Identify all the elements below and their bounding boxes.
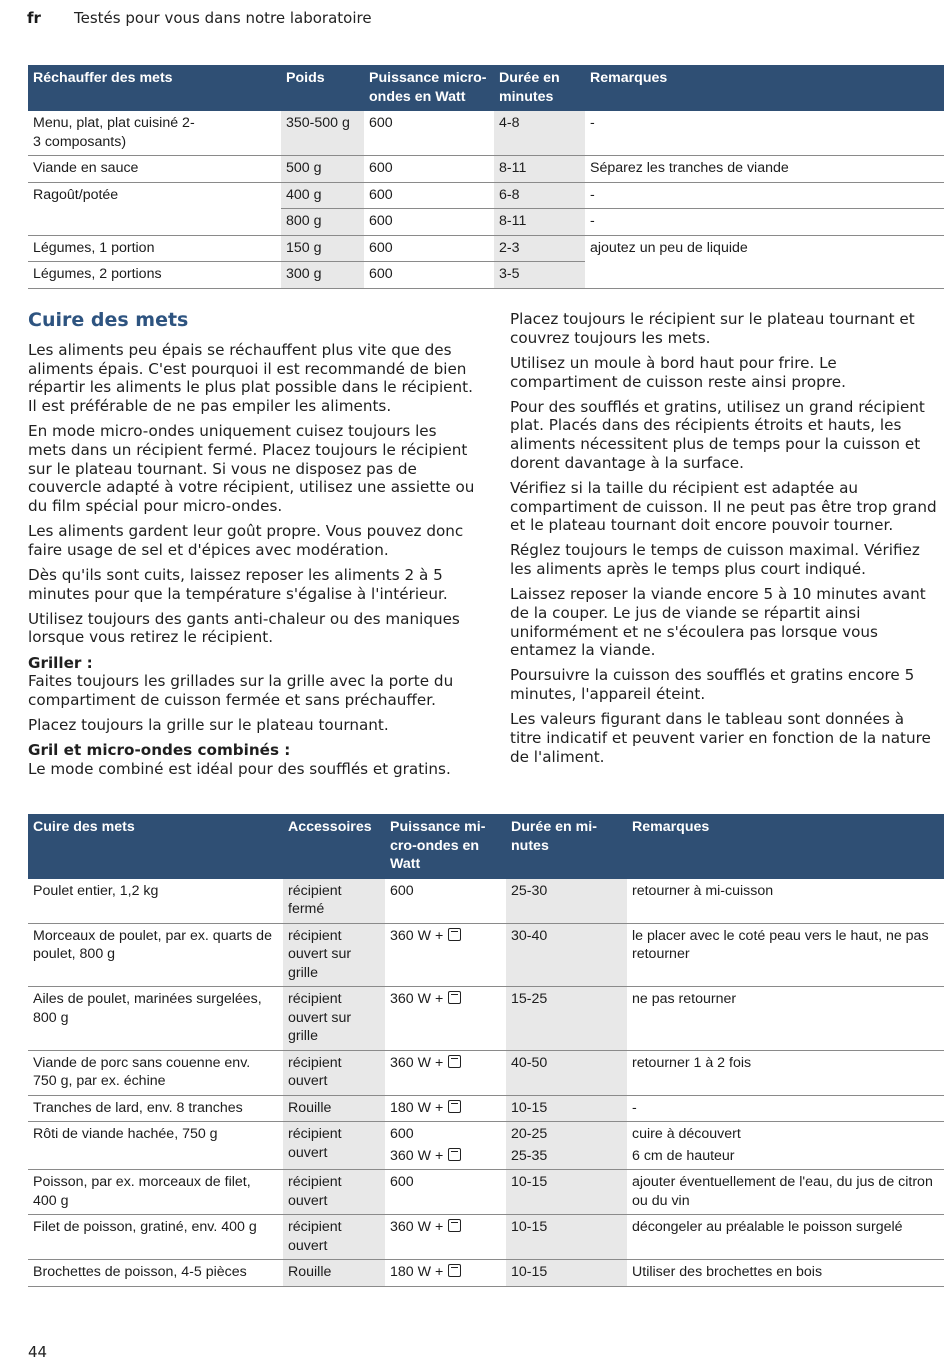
table-cell: 400 g	[281, 182, 364, 209]
cell-text: 10-15	[511, 1219, 548, 1235]
table-row	[28, 262, 944, 289]
cell-text: ne pas retourner	[632, 991, 737, 1007]
table-cell: -	[585, 111, 944, 156]
power-line	[390, 1100, 461, 1116]
grill-icon	[448, 1219, 461, 1232]
cell-text: 180 W +	[390, 1099, 444, 1116]
table-cell	[283, 987, 385, 1051]
table-cell	[385, 987, 506, 1051]
cell-text: récipient ouvert sur grille	[288, 927, 352, 981]
table-cell: 8-11	[494, 156, 585, 183]
table-cell: 150 g	[281, 235, 364, 262]
table-header-row	[28, 65, 944, 111]
table-cell: -	[585, 209, 944, 236]
cell-text: 10-15	[511, 1264, 548, 1280]
page-number: 44	[28, 1343, 48, 1361]
table-cell	[28, 1122, 283, 1170]
table-cell	[385, 1215, 506, 1260]
table-cell: Viande en sauce	[28, 156, 281, 183]
table-cell	[506, 1170, 627, 1215]
table-row	[28, 923, 944, 987]
combo-subheading: Gril et micro-ondes combinés :	[28, 741, 291, 760]
table-cell	[627, 1095, 944, 1122]
table-cell: 600	[364, 235, 494, 262]
page-header-title: Testés pour vous dans notre laboratoire	[74, 9, 372, 27]
grill-icon	[448, 1055, 461, 1068]
table-cell	[28, 209, 281, 236]
table-cell: Ragoût/potée	[33, 186, 119, 203]
cell-text: cuire à découvert	[632, 1126, 741, 1142]
paragraph: Vérifiez si la taille du récipient est adaptée au compartiment de cuisson. Il ne peut pas être trop grand et le plateau tournant doit encore pouvoir tourner.	[510, 478, 937, 535]
power-line	[390, 883, 414, 899]
grill-icon	[448, 991, 461, 1004]
table-cell: 600	[364, 209, 494, 236]
power-line	[390, 928, 461, 944]
table-cell	[627, 1170, 944, 1215]
paragraph: Pour des soufflés et gratins, utilisez un grand récipient plat. Placés dans des récipients étroits et hauts, les aliments nécessitent plus de temps pour la cuisson et dorent davantage à la surface.	[510, 397, 925, 472]
paragraph: En mode micro-ondes uniquement cuisez toujours les mets dans un récipient fermé. Placez toujours le récipient sur le plateau tournant. Si vous ne disposez pas de couvercle adapté à votre récipient, utilisez une assiette ou du film spécial pour micro-ondes.	[28, 422, 475, 516]
table-cell	[28, 923, 283, 987]
power-line	[390, 1219, 461, 1235]
cell-text: 10-15	[511, 1099, 548, 1116]
table-cell: 300 g	[281, 262, 364, 289]
paragraph: Faites toujours les grillades sur la grille avec la porte du compartiment de cuisson fermée et sans préchauffer.	[28, 672, 454, 709]
table-row	[28, 1050, 944, 1095]
table-cell	[283, 923, 385, 987]
table-cell: 4-8	[494, 111, 585, 156]
cell-text: 360 W +	[390, 991, 444, 1007]
column-header: Réchauffer des mets	[28, 65, 281, 111]
table-cell	[28, 878, 283, 923]
table-row	[28, 878, 944, 923]
cell-text: 360 W +	[390, 1054, 444, 1071]
table-row	[28, 1170, 944, 1215]
column-header: Puissance mi-cro-ondes en Watt	[385, 814, 506, 878]
paragraph: Laissez reposer la viande encore 5 à 10 minutes avant de la couper. Le jus de viande se répartit ainsi uniformément et ne s'écoulera pas lorsque vous entamez la viande.	[510, 585, 926, 660]
cell-text: 360 W +	[390, 1147, 444, 1164]
table-row	[28, 1215, 944, 1260]
cell-text: récipient ouvert sur grille	[288, 991, 352, 1044]
cell-text: Morceaux de poulet, par ex. quarts de poulet, 800 g	[33, 927, 272, 962]
table-cell	[627, 878, 944, 923]
cell-text: le placer avec le coté peau vers le haut, ne pas retourner	[632, 927, 929, 962]
cell-text: 6 cm de hauteur	[632, 1147, 735, 1164]
table-cell: 800 g	[281, 209, 364, 236]
paragraph: Utilisez toujours des gants anti-chaleur ou des maniques lorsque vous retirez le récipient.	[28, 609, 460, 647]
table-cell	[506, 1122, 627, 1170]
column-header: Cuire des mets	[28, 814, 283, 878]
paragraph: Les aliments peu épais se réchauffent plus vite que des aliments épais. C'est pourquoi il est recommandé de bien répartir les aliments le plus plat possible dans le récipient. Il est préférable de ne pas empiler les aliments.	[28, 341, 473, 416]
table-cell	[627, 1050, 944, 1095]
power-line	[390, 991, 461, 1007]
column-header: Puissance micro-ondes en Watt	[364, 65, 494, 111]
table-cell: 600	[364, 262, 494, 289]
grill-icon	[448, 1100, 461, 1113]
paragraph: Utilisez un moule à bord haut pour frire. Le compartiment de cuisson reste ainsi propre.	[510, 353, 846, 391]
table-cell	[28, 987, 283, 1051]
cell-text: récipient ouvert	[288, 1054, 342, 1089]
text-column-right	[510, 310, 940, 773]
cell-text: 360 W +	[390, 1219, 444, 1235]
table-cell: Légumes, 1 portion	[28, 235, 281, 262]
cell-text: Rôti de viande hachée, 750 g	[33, 1126, 218, 1142]
table-cell	[283, 1122, 385, 1170]
power-line	[390, 1264, 461, 1280]
cell-text: 40-50	[511, 1054, 548, 1071]
table-cell: Séparez les tranches de viande	[585, 156, 944, 183]
cell-text: retourner 1 à 2 fois	[632, 1054, 752, 1071]
cell-text: décongeler au préalable le poisson surgelé	[632, 1219, 903, 1235]
table-cell	[385, 1260, 506, 1287]
table-row	[28, 1260, 944, 1287]
cell-text: 600	[390, 1126, 414, 1142]
cell-text: 15-25	[511, 991, 548, 1007]
paragraph: Placez toujours la grille sur le plateau tournant.	[28, 716, 389, 734]
table-cell	[506, 923, 627, 987]
table-cell	[585, 262, 944, 289]
cell-text: 10-15	[511, 1174, 548, 1190]
cell-text: 25-35	[511, 1147, 548, 1164]
table-cell	[28, 1095, 283, 1122]
cell-text: Rouille	[288, 1264, 332, 1280]
table-cell	[627, 1122, 944, 1170]
table-cell	[385, 1170, 506, 1215]
cell-text: 180 W +	[390, 1264, 444, 1280]
table-cell	[627, 1215, 944, 1260]
table-cell	[506, 1260, 627, 1287]
table-cell	[28, 1260, 283, 1287]
cell-text: Filet de poisson, gratiné, env. 400 g	[33, 1219, 257, 1235]
table-cell: 350-500 g	[281, 111, 364, 156]
paragraph: Dès qu'ils sont cuits, laissez reposer les aliments 2 à 5 minutes pour que la température s'égalise à l'intérieur.	[28, 565, 448, 603]
section-title: Cuire des mets	[28, 309, 189, 331]
table-cell	[283, 1215, 385, 1260]
table-cell: 8-11	[494, 209, 585, 236]
paragraph: Réglez toujours le temps de cuisson maximal. Vérifiez les aliments après le temps plus court indiqué.	[510, 541, 920, 578]
cell-text: 20-25	[511, 1126, 548, 1142]
cell-text: -	[632, 1099, 637, 1116]
cell-text: 360 W +	[390, 927, 444, 944]
table-cell	[283, 1170, 385, 1215]
table-cell: Menu, plat, plat cuisiné 2-3 composants)	[28, 111, 281, 156]
power-line	[390, 1055, 461, 1071]
table-cell	[627, 987, 944, 1051]
cell-text: Poulet entier, 1,2 kg	[33, 882, 159, 899]
table-cell	[283, 1050, 385, 1095]
table-cell: 600	[364, 182, 494, 209]
table-cell	[385, 923, 506, 987]
cell-text: ajouter éventuellement de l'eau, du jus de citron ou du vin	[632, 1174, 933, 1209]
table-row	[28, 1122, 944, 1170]
table-cell	[28, 1215, 283, 1260]
power-line	[390, 1147, 501, 1166]
cell-text: Tranches de lard, env. 8 tranches	[33, 1099, 243, 1116]
column-header: Durée en mi-nutes	[506, 814, 627, 878]
table-row	[28, 1095, 944, 1122]
grill-icon	[448, 1148, 461, 1161]
cell-text: récipient ouvert	[288, 1126, 342, 1161]
table-cell	[506, 1050, 627, 1095]
grill-icon	[448, 1264, 461, 1277]
cell-text: Utiliser des brochettes en bois	[632, 1264, 823, 1280]
cell-text: récipient fermé	[288, 882, 342, 917]
cell-text: récipient ouvert	[288, 1219, 342, 1254]
cell-text: Rouille	[288, 1099, 332, 1116]
column-header: Accessoires	[283, 814, 385, 878]
table-cell: 500 g	[281, 156, 364, 183]
cell-text: Viande de porc sans couenne env. 750 g, par ex. échine	[33, 1054, 251, 1089]
paragraph: Les valeurs figurant dans le tableau sont données à titre indicatif et peuvent varier en fonction de la nature de l'aliment.	[510, 710, 931, 766]
table-cell	[506, 878, 627, 923]
grill-icon	[448, 928, 461, 941]
cell-text: Poisson, par ex. morceaux de filet, 400 g	[33, 1174, 251, 1209]
column-header: Durée en minutes	[494, 65, 585, 111]
table-cell	[283, 878, 385, 923]
paragraph: Le mode combiné est idéal pour des soufflés et gratins.	[28, 759, 451, 778]
paragraph: Placez toujours le récipient sur le plateau tournant et couvrez toujours les mets.	[510, 310, 915, 347]
table-cell	[506, 987, 627, 1051]
cell-text: retourner à mi-cuisson	[632, 882, 774, 899]
cell-text: Brochettes de poisson, 4-5 pièces	[33, 1264, 247, 1280]
cell-text: Ailes de poulet, marinées surgelées, 800 g	[33, 991, 262, 1026]
table-cell: 600	[364, 156, 494, 183]
text-column-left	[28, 309, 478, 785]
cell-text: 30-40	[511, 927, 548, 944]
table-row	[28, 209, 944, 236]
table-cell	[385, 1095, 506, 1122]
table-cell: 2-3	[494, 235, 585, 262]
table-cell: 3-5	[494, 262, 585, 289]
table-row	[28, 111, 944, 156]
cell-text: 25-30	[511, 882, 548, 899]
cell-text: 600	[390, 882, 414, 899]
table-cell	[283, 1095, 385, 1122]
table-cell	[627, 1260, 944, 1287]
table-row	[28, 987, 944, 1051]
table-cell: Légumes, 2 portions	[28, 262, 281, 289]
table-cell: ajoutez un peu de liquide	[590, 239, 748, 256]
table-cell: -	[585, 182, 944, 209]
reheat-table	[28, 65, 944, 289]
table-cell	[506, 1215, 627, 1260]
column-header: Remarques	[585, 65, 944, 111]
power-line	[390, 1174, 414, 1190]
table-cell	[28, 1170, 283, 1215]
table-cell: 600	[364, 111, 494, 156]
table-cell	[385, 1122, 506, 1170]
table-cell	[506, 1095, 627, 1122]
table-row	[28, 182, 944, 209]
table-cell	[385, 878, 506, 923]
table-cell	[283, 1260, 385, 1287]
power-line	[390, 1126, 414, 1142]
table-row	[28, 235, 944, 262]
table-row	[28, 156, 944, 183]
table-cell	[385, 1050, 506, 1095]
grill-subheading: Griller :	[28, 653, 93, 672]
cell-text: 600	[390, 1174, 414, 1190]
language-label: fr	[27, 9, 41, 27]
cell-text: récipient ouvert	[288, 1174, 342, 1209]
cooking-table	[28, 814, 944, 1287]
table-cell: 6-8	[494, 182, 585, 209]
paragraph: Poursuivre la cuisson des soufflés et gratins encore 5 minutes, l'appareil éteint.	[510, 666, 915, 703]
paragraph: Les aliments gardent leur goût propre. Vous pouvez donc faire usage de sel et d'épices avec modération.	[28, 522, 464, 559]
column-header: Poids	[281, 65, 364, 111]
table-cell	[28, 1050, 283, 1095]
table-header-row	[28, 814, 944, 878]
column-header: Remarques	[627, 814, 944, 878]
table-cell	[627, 923, 944, 987]
